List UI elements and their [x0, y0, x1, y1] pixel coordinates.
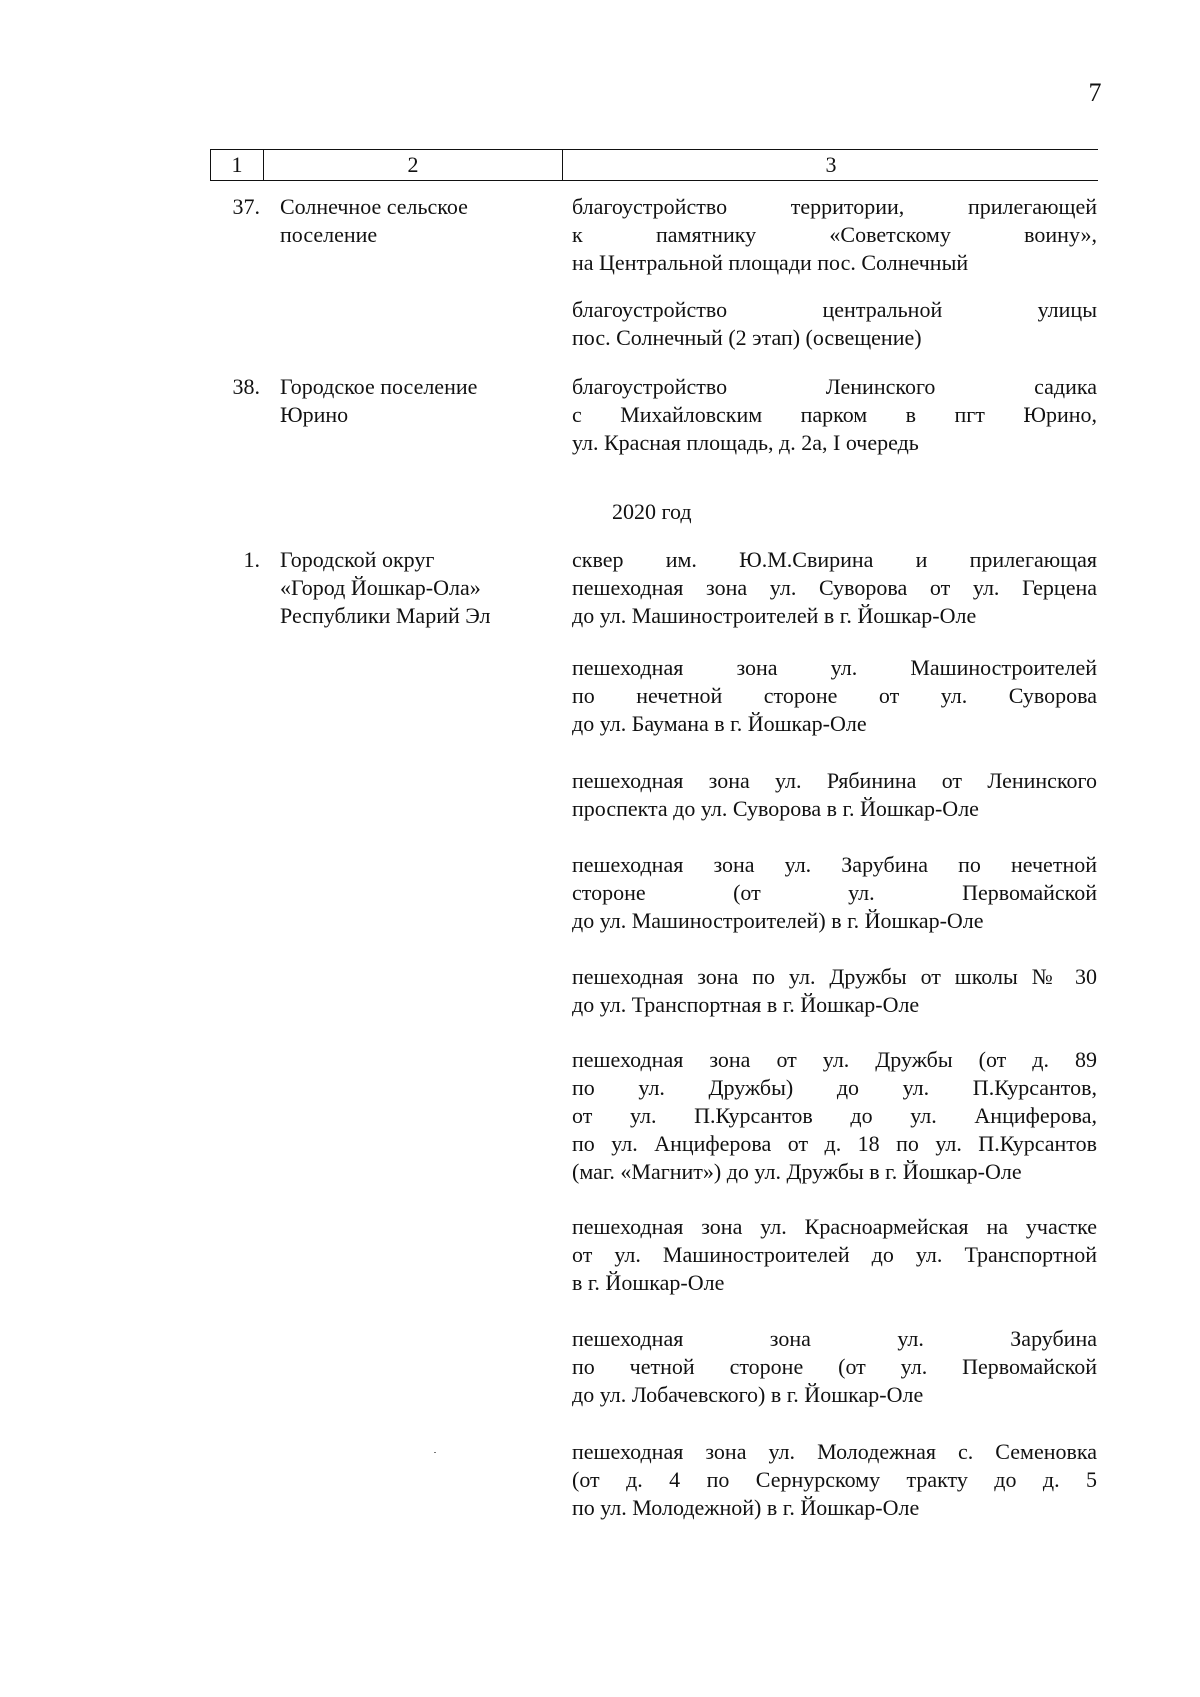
description-line: проспекта до ул. Суворова в г. Йошкар-Оле: [572, 796, 979, 821]
description-line: до ул. Транспортная в г. Йошкар-Оле: [572, 992, 920, 1017]
description-line: в г. Йошкар-Оле: [572, 1270, 725, 1295]
header-col-1: 1: [210, 150, 264, 180]
municipality-name: [280, 546, 550, 630]
description-line: пешеходная зона ул. Машиностроителей: [572, 655, 1097, 680]
description-line: благоустройство центральной улицы: [572, 297, 1097, 322]
description-line: пешеходная зона ул. Красноармейская на участке: [572, 1214, 1097, 1239]
description-line: до ул. Баумана в г. Йошкар-Оле: [572, 711, 867, 736]
municipality-line: Юрино: [280, 402, 349, 427]
municipality-line: «Город Йошкар-Ола»: [280, 575, 481, 600]
description-line: пешеходная зона ул. Суворова от ул. Герцена: [572, 575, 1097, 600]
description-line: пешеходная зона ул. Зарубина: [572, 1326, 1097, 1351]
header-col-2: 2: [264, 150, 563, 180]
description-line: до ул. Машиностроителей) в г. Йошкар-Оле: [572, 908, 984, 933]
description-line: до ул. Машиностроителей в г. Йошкар-Оле: [572, 603, 977, 628]
description-line: благоустройство Ленинского садика: [572, 374, 1097, 399]
description-line: пос. Солнечный (2 этап) (освещение): [572, 325, 922, 350]
year-section-heading: 2020 год: [612, 499, 692, 524]
municipality-line: Республики Марий Эл: [280, 603, 491, 628]
municipality-line: Городское поселение: [280, 374, 478, 399]
project-description: [572, 296, 1097, 352]
description-line: пешеходная зона ул. Зарубина по нечетной: [572, 852, 1097, 877]
description-line: стороне (от ул. Первомайской: [572, 880, 1097, 905]
project-description: [572, 1213, 1097, 1297]
header-col-3: 3: [825, 152, 837, 177]
project-description: [572, 1325, 1097, 1409]
description-line: по ул. Дружбы) до ул. П.Курсантов,: [572, 1075, 1097, 1100]
description-line: от ул. П.Курсантов до ул. Анциферова,: [572, 1103, 1097, 1128]
project-description: [572, 373, 1097, 457]
description-line: пешеходная зона ул. Рябинина от Ленинского: [572, 768, 1097, 793]
project-description: [572, 851, 1097, 935]
row-number: 38.: [232, 374, 260, 399]
page-number: 7: [1088, 78, 1102, 107]
description-line: с Михайловским парком в пгт Юрино,: [572, 402, 1097, 427]
project-description: [572, 963, 1097, 1019]
municipality-name: [280, 373, 550, 429]
project-description: [572, 193, 1097, 277]
description-line: пешеходная зона от ул. Дружбы (от д. 89: [572, 1047, 1097, 1072]
description-line: к памятнику «Советскому воину»,: [572, 222, 1097, 247]
description-line: на Центральной площади пос. Солнечный: [572, 250, 969, 275]
description-line: (маг. «Магнит») до ул. Дружбы в г. Йошкар-Оле: [572, 1159, 1022, 1184]
description-line: пешеходная зона ул. Молодежная с. Семеновка: [572, 1439, 1097, 1464]
description-line: (от д. 4 по Сернурскому тракту до д. 5: [572, 1467, 1097, 1492]
municipality-line: Городской округ: [280, 547, 435, 572]
municipality-line: поселение: [280, 222, 378, 247]
municipality-line: Солнечное сельское: [280, 194, 468, 219]
description-line: по ул. Анциферова от д. 18 по ул. П.Курсантов: [572, 1131, 1097, 1156]
description-line: по нечетной стороне от ул. Суворова: [572, 683, 1097, 708]
table-header-row: [210, 149, 1098, 181]
project-description: [572, 767, 1097, 823]
description-line: по ул. Молодежной) в г. Йошкар-Оле: [572, 1495, 920, 1520]
description-line: по четной стороне (от ул. Первомайской: [572, 1354, 1097, 1379]
row-number: 37.: [232, 194, 260, 219]
description-line: сквер им. Ю.М.Свирина и прилегающая: [572, 547, 1097, 572]
project-description: [572, 546, 1097, 630]
description-line: благоустройство территории, прилегающей: [572, 194, 1097, 219]
description-line: ул. Красная площадь, д. 2а, I очередь: [572, 430, 919, 455]
description-line: до ул. Лобачевского) в г. Йошкар-Оле: [572, 1382, 924, 1407]
project-description: [572, 1046, 1097, 1186]
description-line: от ул. Машиностроителей до ул. Транспортной: [572, 1242, 1097, 1267]
municipality-name: [280, 193, 550, 249]
row-number: 1.: [243, 547, 260, 572]
project-description: [572, 1438, 1097, 1522]
project-description: [572, 654, 1097, 738]
scan-speck: [434, 1452, 436, 1453]
description-line: пешеходная зона по ул. Дружбы от школы № 30: [572, 964, 1097, 989]
